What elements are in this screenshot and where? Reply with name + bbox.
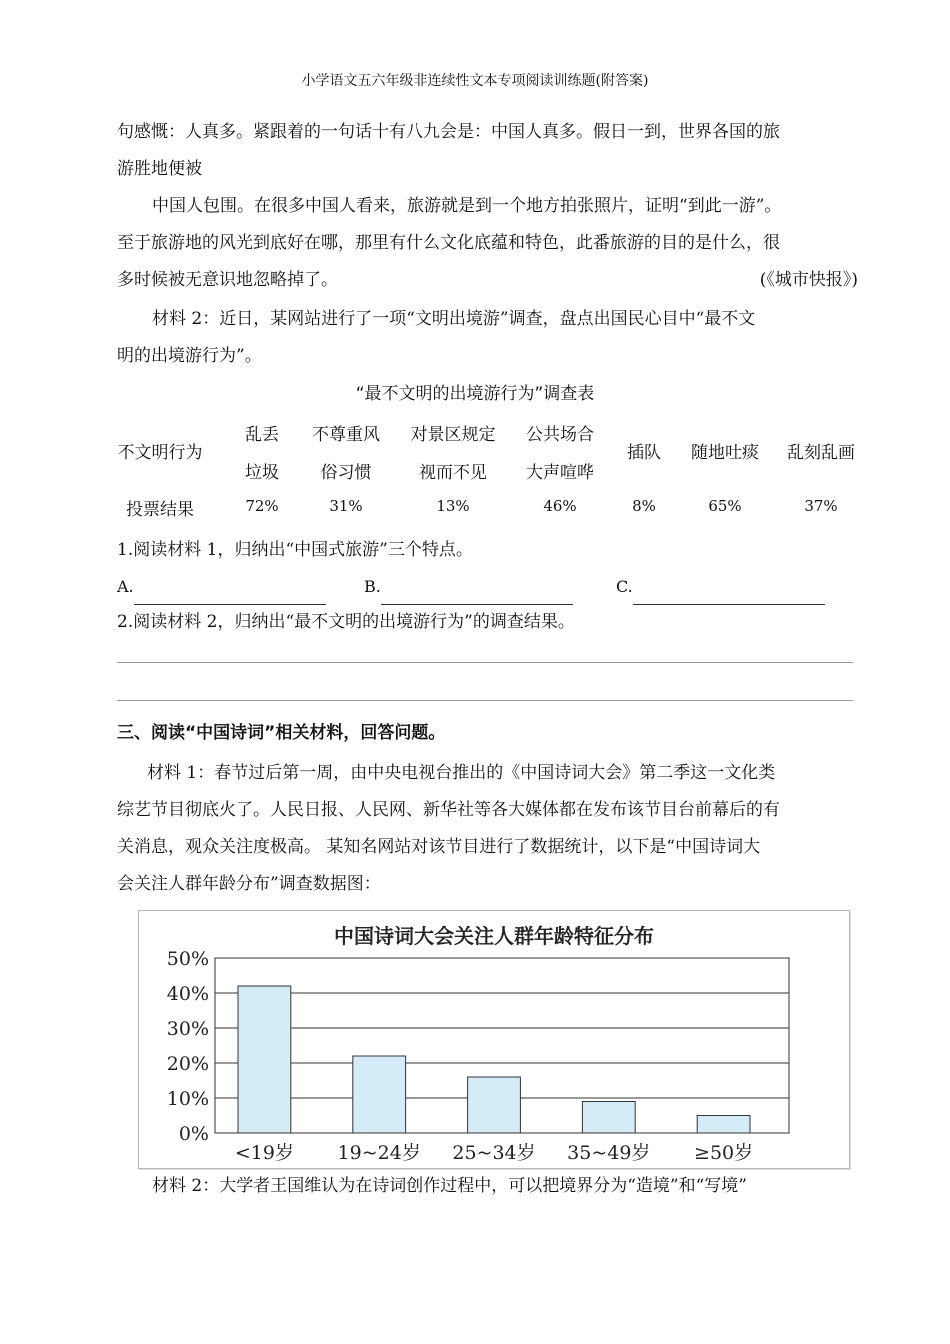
answer-line-a[interactable] — [134, 584, 326, 605]
table-cell: 俗习惯 — [320, 463, 372, 483]
bar-0 — [238, 986, 291, 1133]
para1-line5: 多时候被无意识地忽略掉了。 — [117, 270, 338, 290]
answer-blank-c — [616, 568, 825, 605]
table-cell: 大声喧哗 — [526, 463, 594, 483]
y-tick-label: 0% — [178, 1123, 209, 1145]
material2-line2: 明的出境游行为”。 — [117, 346, 262, 366]
x-tick-labels — [235, 1142, 753, 1164]
y-tick-label: 40% — [166, 983, 209, 1005]
chart-svg — [139, 911, 849, 1168]
answer-blank-a — [117, 568, 326, 605]
x-tick-label: 35~49岁 — [567, 1142, 651, 1164]
answer-line-c[interactable] — [633, 584, 825, 605]
y-tick-label: 50% — [166, 948, 209, 970]
bar-1 — [353, 1056, 406, 1133]
para1-line4: 至于旅游地的风光到底好在哪，那里有什么文化底蕴和特色，此番旅游的目的是什么，很 — [117, 233, 780, 253]
table-cell: 不尊重风 — [312, 425, 380, 445]
y-tick-label: 10% — [166, 1088, 209, 1110]
bar-3 — [582, 1102, 635, 1134]
answer-line-q2-2[interactable] — [117, 700, 853, 701]
table-cell-vote: 8% — [632, 497, 656, 515]
table-cell-vote: 65% — [708, 497, 742, 515]
section3-m1-line1: 材料 1：春节过后第一周，由中央电视台推出的《中国诗词大会》第二季这一文化类 — [147, 763, 776, 783]
table-cell-vote: 13% — [436, 497, 470, 515]
answer-label-c: C. — [616, 577, 633, 596]
y-tick-labels — [167, 948, 209, 1145]
y-tick-label: 20% — [166, 1053, 209, 1075]
table-cell: 垃圾 — [245, 463, 279, 483]
table-cell: 对景区规定 — [410, 425, 496, 445]
bar-2 — [468, 1077, 521, 1133]
para1-line1: 句感慨：人真多。紧跟着的一句话十有八九会是：中国人真多。假日一到，世界各国的旅 — [117, 122, 780, 142]
page-header: 小学语文五六年级非连续性文本专项阅读训练题(附答案) — [301, 73, 649, 89]
y-tick-label: 30% — [166, 1018, 209, 1040]
answer-line-q2-1[interactable] — [117, 662, 853, 663]
question-1: 1.阅读材料 1，归纳出“中国式旅游”三个特点。 — [117, 540, 473, 560]
section3-m1-line3: 关消息，观众关注度极高。 某知名网站对该节目进行了数据统计，以下是“中国诗词大 — [117, 837, 761, 857]
bar-4 — [697, 1116, 750, 1134]
table-cell: 插队 — [627, 443, 661, 463]
para1-line2: 游胜地便被 — [117, 159, 202, 179]
table-cell-vote: 72% — [245, 497, 279, 515]
material2-line1: 材料 2：近日，某网站进行了一项“文明出境游”调查，盘点出国民心目中“最不文 — [152, 309, 756, 329]
para1-source: (《城市快报》) — [759, 270, 858, 290]
table-row-header-behavior: 不文明行为 — [117, 443, 203, 463]
answer-label-a: A. — [117, 577, 134, 596]
answer-line-b[interactable] — [381, 584, 573, 605]
table-cell: 随地吐痰 — [691, 443, 759, 463]
table-row-header-votes: 投票结果 — [126, 500, 194, 520]
table-cell-vote: 46% — [543, 497, 577, 515]
chart-title: 中国诗词大会关注人群年龄特征分布 — [334, 924, 654, 948]
table-cell: 公共场合 — [526, 425, 594, 445]
x-tick-label: ≥50岁 — [694, 1142, 754, 1164]
question-2: 2.阅读材料 2，归纳出“最不文明的出境游行为”的调查结果。 — [117, 612, 575, 632]
answer-blank-b — [364, 568, 573, 605]
answer-label-b: B. — [364, 577, 381, 596]
x-tick-label: 25~34岁 — [452, 1142, 536, 1164]
section3-heading: 三、阅读“中国诗词”相关材料，回答问题。 — [117, 723, 446, 743]
section3-m1-line4: 会关注人群年龄分布”调查数据图： — [117, 874, 381, 894]
table-cell: 视而不见 — [419, 463, 487, 483]
table-cell-vote: 31% — [329, 497, 363, 515]
table-cell: 乱丢 — [245, 425, 279, 445]
table-cell: 乱刻乱画 — [787, 443, 855, 463]
section3-m2-line1: 材料 2：大学者王国维认为在诗词创作过程中，可以把境界分为“造境”和“写境” — [152, 1176, 747, 1196]
age-distribution-chart — [138, 910, 850, 1169]
section3-m1-line2: 综艺节目彻底火了。人民日报、人民网、新华社等各大媒体都在发布该节目台前幕后的有 — [117, 800, 780, 820]
x-tick-label: 19~24岁 — [337, 1142, 421, 1164]
x-tick-label: <19岁 — [234, 1142, 294, 1164]
table-cell-vote: 37% — [804, 497, 838, 515]
survey-table-title: “最不文明的出境游行为”调查表 — [355, 384, 595, 404]
para1-line3: 中国人包围。在很多中国人看来，旅游就是到一个地方拍张照片，证明“到此一游”。 — [152, 196, 782, 216]
